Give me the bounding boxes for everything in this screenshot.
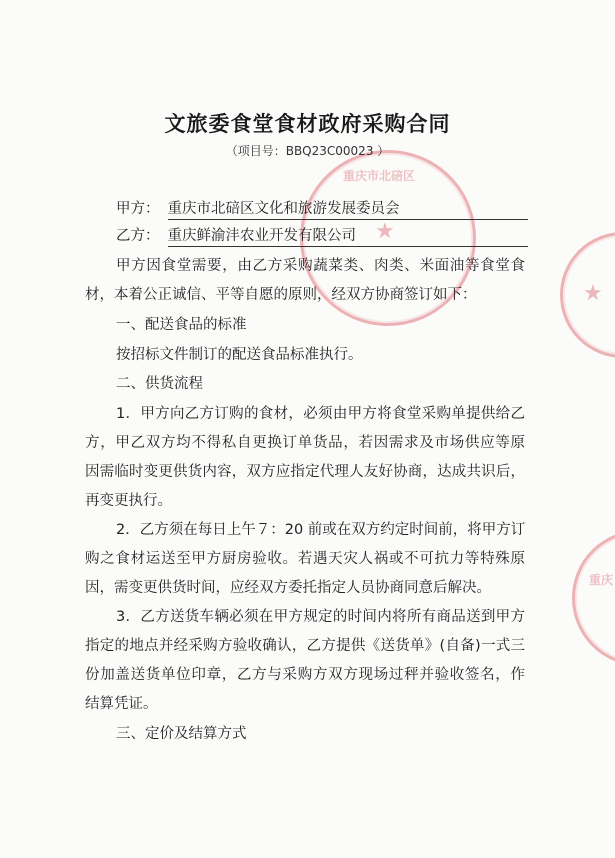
paragraph-line: 购之食材运送至甲方厨房验收。若遇天灾人祸或不可抗力等特殊原: [85, 551, 525, 567]
paragraph-line: 按招标文件制订的配送食品标准执行。: [116, 347, 363, 363]
paragraph-line: 指定的地点并经采购方验收确认，乙方提供《送货单》(自备)一式三: [85, 638, 525, 654]
section-heading: 一、配送食品的标准: [116, 317, 247, 333]
paragraph-line: 甲方因食堂需要，由乙方采购蔬菜类、肉类、米面油等食堂食: [116, 258, 525, 274]
paragraph-line: 材，本着公正诚信、平等自愿的原则，经双方协商签订如下：: [85, 287, 477, 303]
seal-edge-right-top: [560, 232, 615, 358]
project-number: （项目号：BBQ23C00023 ）: [225, 144, 390, 158]
party-a-row: [116, 197, 528, 220]
section-heading: 三、定价及结算方式: [116, 726, 247, 742]
seal-ring-text: 重庆: [589, 573, 614, 587]
seal-star-icon: ★: [375, 219, 395, 244]
party-a-label: 甲方：: [116, 201, 160, 217]
page-title: 文旅委食堂食材政府采购合同: [164, 112, 451, 136]
paragraph-line: 份加盖送货单位印章，乙方与采购方双方现场过秤并验收签名，作: [85, 667, 525, 683]
paragraph-line: 因需临时变更供货内容，双方应指定代理人友好协商，达成共识后，: [85, 464, 525, 480]
seal-ring-text: 重庆市北碚区: [343, 169, 416, 183]
paragraph-line: 2．乙方须在每日上午７：20 前或在双方约定时间前，将甲方订: [116, 522, 525, 538]
paragraph-line: 方，甲乙双方均不得私自更换订单货品，若因需求及市场供应等原: [85, 435, 525, 451]
paragraph-line: 再变更执行。: [85, 493, 172, 509]
party-b-label: 乙方：: [116, 228, 160, 244]
seal-star-icon: ★: [583, 281, 603, 306]
seal-edge-right-bottom: [572, 530, 615, 666]
section-heading: 二、供货流程: [116, 376, 203, 392]
paragraph-line: 因，需变更供货时间，应经双方委托指定人员协商同意后解决。: [85, 580, 491, 596]
paragraph-line: 3．乙方送货车辆必须在甲方规定的时间内将所有商品送到甲方: [116, 609, 525, 625]
paragraph-line: 结算凭证。: [85, 696, 158, 712]
party-b-value: 重庆鲜渝沣农业开发有限公司: [168, 224, 528, 247]
party-a-value: 重庆市北碚区文化和旅游发展委员会: [168, 197, 528, 220]
party-b-row: [116, 224, 528, 247]
paragraph-line: 1．甲方向乙方订购的食材，必须由甲方将食堂采购单提供给乙: [116, 406, 525, 422]
